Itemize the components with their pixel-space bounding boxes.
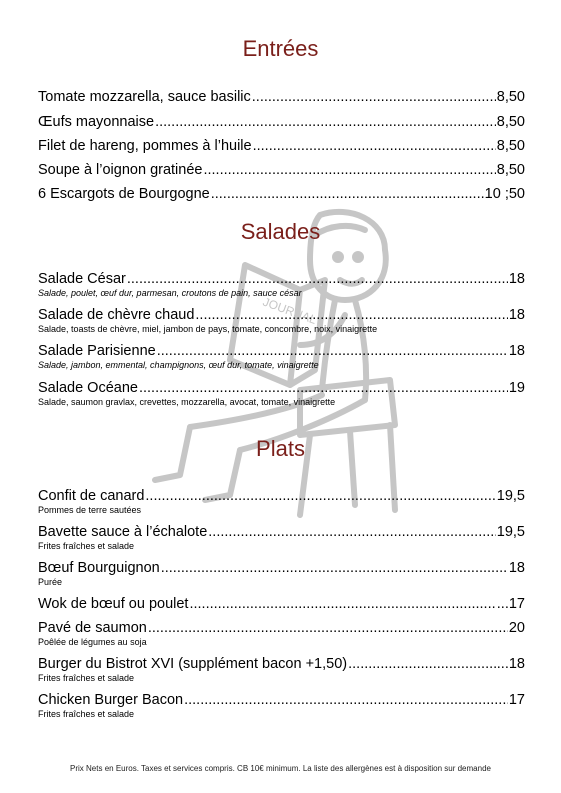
item-description: Pommes de terre sautées — [38, 505, 142, 515]
item-name: Chicken Burger Bacon — [38, 692, 184, 708]
item-description: Salade, poulet, œuf dur, parmesan, croutons de pain, sauce césar — [38, 288, 302, 298]
item-name: Burger du Bistrot XVI (supplément bacon +1,50) — [38, 656, 348, 672]
item-name: Salade César — [38, 271, 126, 287]
item-description: Salade, saumon gravlax, crevettes, mozzarella, avocat, tomate, vinaigrette — [38, 397, 336, 407]
menu-item — [38, 138, 525, 155]
menu-item — [38, 89, 525, 106]
item-name: Salade Océane — [38, 380, 138, 396]
watermark-journal-text: JOURNAL — [260, 294, 319, 327]
item-price: 20 — [508, 620, 525, 636]
item-description: Poêlée de légumes au soja — [38, 637, 147, 647]
item-name: Soupe à l’oignon gratinée — [38, 162, 203, 178]
item-price: ...18 — [496, 656, 525, 672]
item-name: Bœuf Bourguignon — [38, 560, 160, 576]
menu-item — [38, 271, 525, 299]
menu-item — [38, 524, 525, 552]
item-name: Bavette sauce à l’échalote — [38, 524, 208, 540]
item-price: 19 — [508, 380, 525, 396]
item-price: 19,5 — [496, 488, 525, 504]
item-name: Wok de bœuf ou poulet — [38, 596, 189, 612]
item-name: Confit de canard — [38, 488, 145, 504]
menu-item — [38, 488, 525, 516]
item-price: 19,5 — [496, 524, 525, 540]
menu-item — [38, 343, 525, 371]
item-price: 18 — [508, 343, 525, 359]
section-title-plats: Plats — [256, 436, 305, 461]
item-name: 6 Escargots de Bourgogne — [38, 186, 210, 202]
item-name: Salade de chèvre chaud — [38, 307, 195, 323]
menu-item — [38, 162, 525, 179]
item-price: 18 — [508, 560, 525, 576]
item-name: Tomate mozzarella, sauce basilic — [38, 89, 251, 105]
menu-item — [38, 307, 525, 335]
section-title-salades: Salades — [240, 219, 321, 244]
item-description: Frites fraîches et salade — [38, 673, 135, 683]
menu-item — [38, 380, 525, 408]
menu-item — [38, 596, 525, 613]
menu-item — [38, 620, 525, 648]
item-price: 17 — [508, 692, 525, 708]
item-description: Purée — [38, 577, 63, 587]
item-price: 8,50 — [496, 138, 525, 154]
footer-note: Prix Nets en Euros. Taxes et services compris. CB 10€ minimum. La liste des allergènes est à disposition sur demande — [70, 764, 491, 773]
item-description: Frites fraîches et salade — [38, 709, 135, 719]
item-name: Œufs mayonnaise — [38, 114, 155, 130]
menu-item — [38, 186, 525, 203]
item-description: Salade, toasts de chèvre, miel, jambon de pays, tomate, concombre, noix, vinaigrette — [38, 324, 378, 334]
menu-item — [38, 656, 525, 684]
item-price: 8,50 — [496, 89, 525, 105]
item-description: Frites fraîches et salade — [38, 541, 135, 551]
item-name: Salade Parisienne — [38, 343, 156, 359]
menu-item — [38, 692, 525, 720]
item-price: 18 — [508, 271, 525, 287]
item-description: Salade, jambon, emmental, champignons, œuf dur, tomate, vinaigrette — [38, 360, 319, 370]
item-name: Filet de hareng, pommes à l’huile — [38, 138, 252, 154]
section-title-entrees: Entrées — [242, 36, 319, 61]
item-price: 8,50 — [496, 162, 525, 178]
item-price: 10 ;50 — [484, 186, 525, 202]
item-price: 8,50 — [496, 114, 525, 130]
item-price: ...17 — [496, 596, 525, 612]
menu-item — [38, 560, 525, 588]
menu-item — [38, 114, 525, 131]
item-price: 18 — [508, 307, 525, 323]
item-name: Pavé de saumon — [38, 620, 147, 636]
